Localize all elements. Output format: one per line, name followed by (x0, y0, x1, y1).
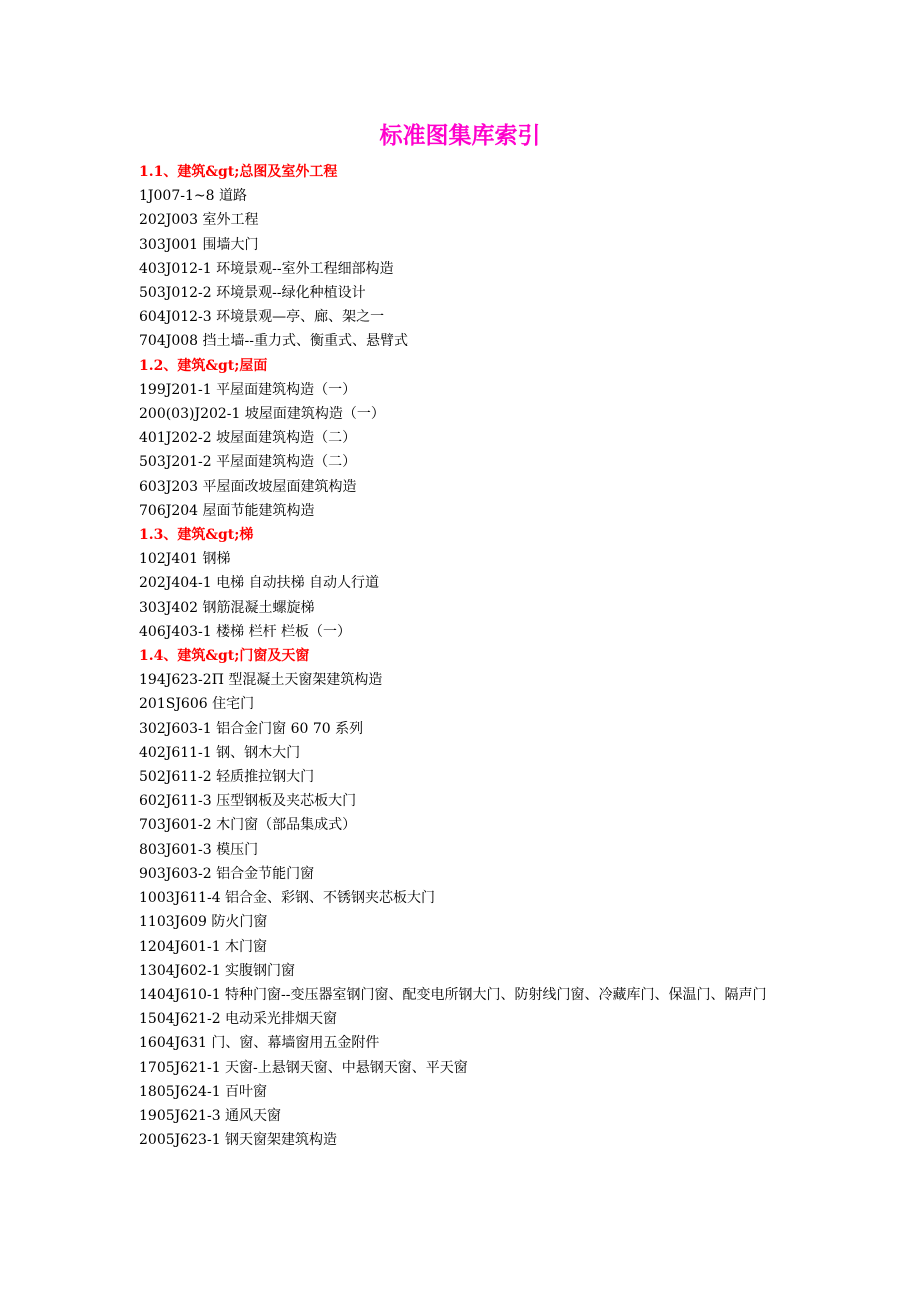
list-item: 1404J610-1 特种门窗--变压器室钢门窗、配变电所钢大门、防射线门窗、冷藏库门、保温门、隔声门 (139, 986, 767, 1003)
list-item: 1204J601-1 木门窗 (139, 938, 268, 955)
list-item: 803J601-3 模压门 (139, 841, 259, 858)
index-content (139, 160, 799, 1152)
list-item: 402J611-1 钢、钢木大门 (139, 744, 301, 761)
page-title: 标准图集库索引 (379, 122, 541, 149)
list-item: 199J201-1 平屋面建筑构造（一） (139, 381, 357, 398)
list-item: 2005J623-1 钢天窗架建筑构造 (139, 1132, 338, 1149)
list-item: 604J012-3 环境景观—亭、廊、架之一 (139, 309, 385, 326)
section-roof (139, 354, 799, 523)
list-item: 503J201-2 平屋面建筑构造（二） (139, 454, 357, 471)
list-item: 194J623-2Π 型混凝土天窗架建筑构造 (139, 672, 383, 689)
list-item: 401J202-2 坡屋面建筑构造（二） (139, 430, 357, 447)
list-item: 200(03)J202-1 坡屋面建筑构造（一） (139, 406, 385, 423)
section-stairs (139, 523, 799, 644)
list-item: 1905J621-3 通风天窗 (139, 1107, 282, 1124)
list-item: 403J012-1 环境景观--室外工程细部构造 (139, 260, 394, 277)
list-item: 1304J602-1 实腹钢门窗 (139, 962, 296, 979)
list-item: 303J001 围墙大门 (139, 236, 259, 253)
list-item: 703J601-2 木门窗（部品集成式） (139, 817, 357, 834)
list-item: 406J403-1 楼梯 栏杆 栏板（一） (139, 623, 352, 640)
list-item: 202J003 室外工程 (139, 212, 259, 229)
list-item: 302J603-1 铝合金门窗 60 70 系列 (139, 720, 364, 737)
list-item: 903J603-2 铝合金节能门窗 (139, 865, 315, 882)
section-heading: 1.2、建筑&gt;屋面 (139, 357, 268, 374)
list-item: 1J007-1~8 道路 (139, 188, 247, 205)
section-heading: 1.1、建筑&gt;总图及室外工程 (139, 164, 338, 180)
list-item: 303J402 钢筋混凝土螺旋梯 (139, 599, 315, 616)
list-item: 503J012-2 环境景观--绿化种植设计 (139, 285, 366, 302)
list-item: 502J611-2 轻质推拉钢大门 (139, 769, 315, 786)
list-item: 1805J624-1 百叶窗 (139, 1083, 268, 1100)
list-item: 1604J631 门、窗、幕墙窗用五金附件 (139, 1035, 380, 1052)
list-item: 603J203 平屋面改坡屋面建筑构造 (139, 478, 357, 495)
list-item: 102J401 钢梯 (139, 551, 231, 568)
section-doors-windows (139, 644, 799, 1152)
list-item: 706J204 屋面节能建筑构造 (139, 502, 315, 519)
list-item: 1705J621-1 天窗-上悬钢天窗、中悬钢天窗、平天窗 (139, 1059, 468, 1076)
list-item: 1003J611-4 铝合金、彩钢、不锈钢夹芯板大门 (139, 890, 436, 907)
list-item: 202J404-1 电梯 自动扶梯 自动人行道 (139, 575, 380, 592)
section-heading: 1.4、建筑&gt;门窗及天窗 (139, 648, 310, 665)
list-item: 1103J609 防火门窗 (139, 914, 268, 931)
section-general-plan (139, 160, 799, 354)
list-item: 704J008 挡土墙--重力式、衡重式、悬臂式 (139, 333, 408, 350)
list-item: 602J611-3 压型钢板及夹芯板大门 (139, 793, 357, 810)
list-item: 1504J621-2 电动采光排烟天窗 (139, 1011, 338, 1028)
list-item: 201SJ606 住宅门 (139, 696, 255, 713)
section-heading: 1.3、建筑&gt;梯 (139, 527, 254, 544)
